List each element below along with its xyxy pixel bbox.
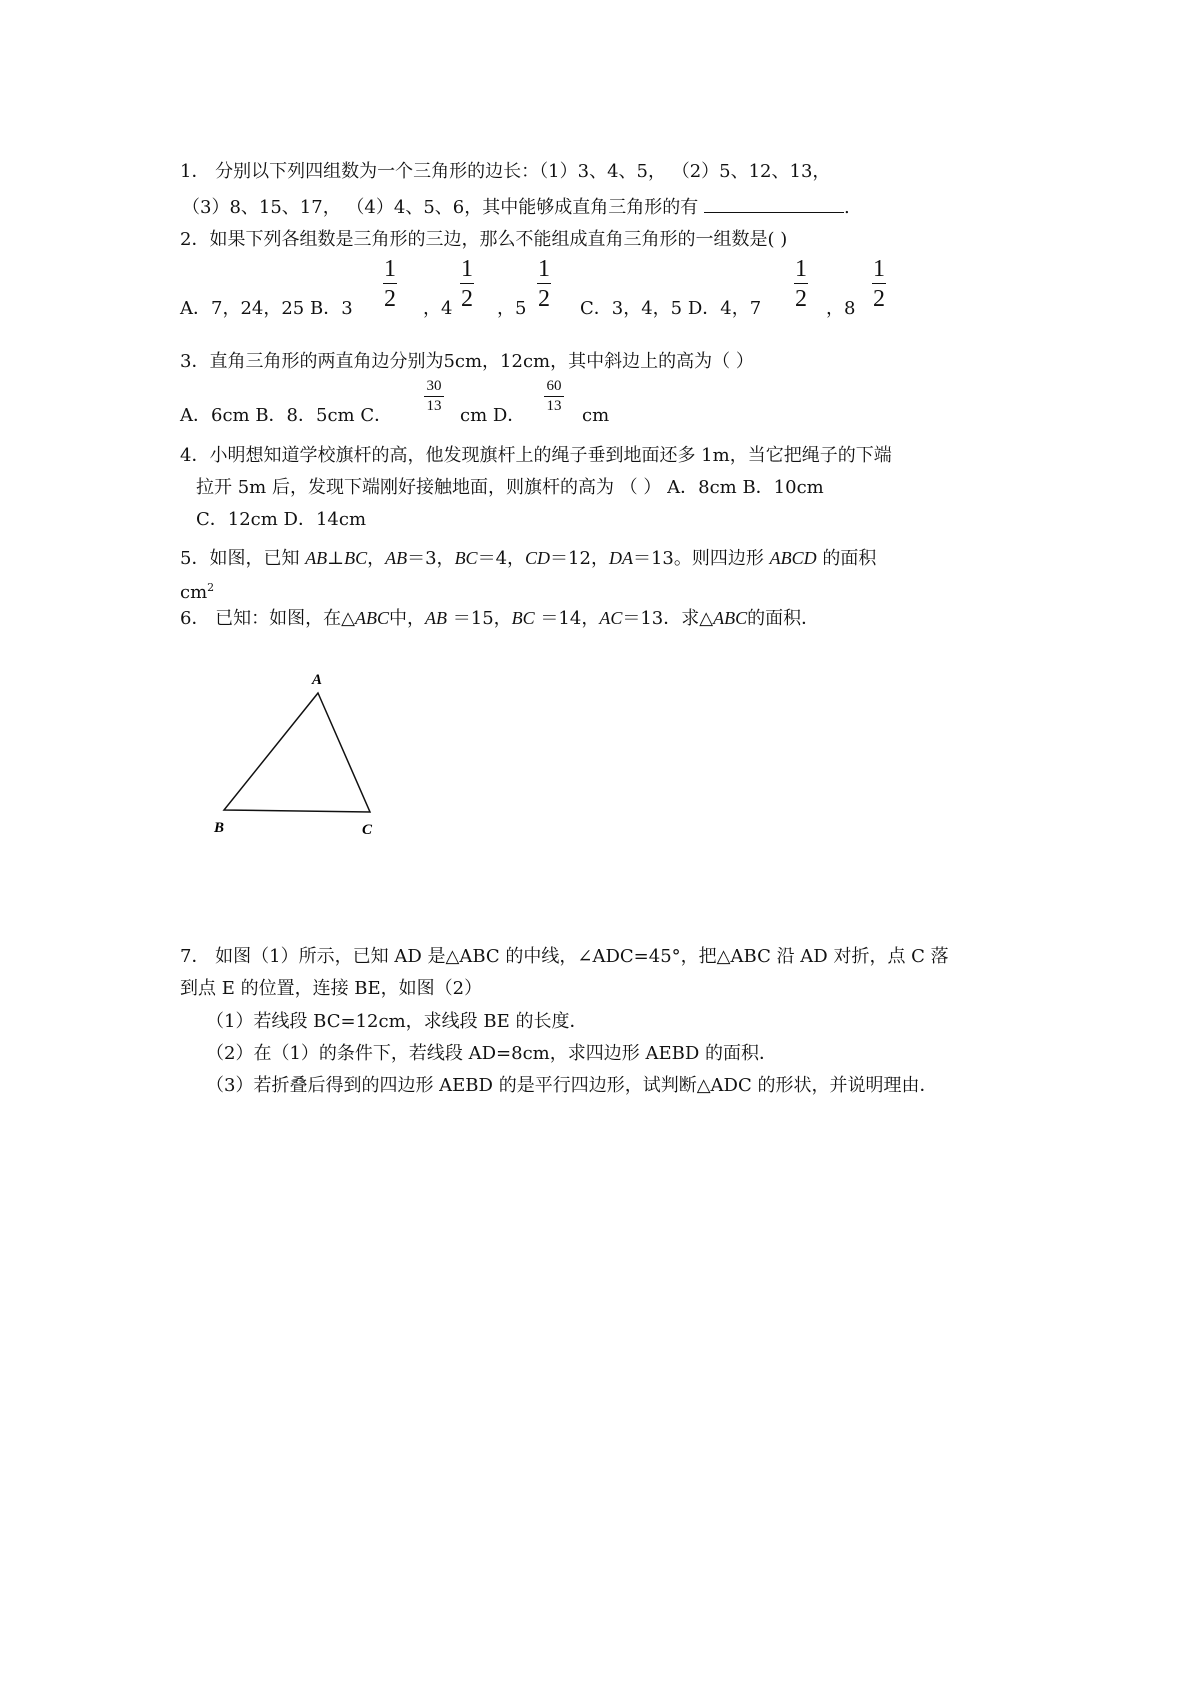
- triangle-abc: [224, 693, 370, 812]
- q5-text: ，: [367, 548, 386, 569]
- q4-line-3: C．12cm D．14cm: [196, 509, 367, 530]
- q4-line-1: 4．小明想知道学校旗杆的高，他发现旗杆上的绳子垂到地面还多 1m，当它把绳子的下端: [180, 445, 892, 466]
- q5-line-1: [180, 546, 876, 571]
- q1-line-2: [182, 194, 850, 220]
- frac-denominator: 2: [873, 286, 885, 312]
- q2-stem: 2．如果下列各组数是三角形的三边，那么不能组成直角三角形的一组数是( ): [180, 229, 788, 250]
- q4-line-2: 拉开 5m 后，发现下端刚好接触地面，则旗杆的高为 （ ） A．8cm B．10cm: [196, 477, 824, 498]
- q2-frac-half-1: [383, 256, 397, 312]
- q6-ab: AB: [425, 608, 448, 628]
- q6-line: [180, 606, 819, 631]
- frac-denominator: 2: [795, 286, 807, 312]
- q2-options-a-b: A．7，24，25 B．3: [180, 298, 353, 319]
- frac-denominator: 13: [426, 398, 442, 414]
- frac-numerator: 1: [384, 256, 396, 282]
- frac-numerator: 1: [795, 256, 807, 282]
- q5-prefix: 5．如图，已知: [180, 548, 306, 569]
- triangle-figure: [200, 660, 400, 850]
- q5-da: DA: [608, 548, 633, 568]
- q6-ac: AC: [599, 608, 623, 628]
- q1-line-1: 1． 分别以下列四组数为一个三角形的边长：（1）3、4、5， （2）5、12、13，: [180, 161, 831, 182]
- q6-text: ＝13．求△: [622, 608, 714, 629]
- q6-text: 6． 已知：如图，在△: [180, 608, 356, 629]
- vertex-label-c: C: [362, 822, 373, 838]
- frac-denominator: 2: [538, 286, 550, 312]
- q7-sub-1: （1）若线段 BC=12cm，求线段 BE 的长度．: [206, 1011, 588, 1032]
- vertex-label-b: B: [214, 820, 225, 836]
- q7-sub-3: （3）若折叠后得到的四边形 AEBD 的是平行四边形，试判断△ADC 的形状，并说明理由．: [206, 1075, 938, 1096]
- q5-text: 的面积: [816, 548, 877, 569]
- frac-denominator: 2: [384, 286, 396, 312]
- q3-option-d: cm D．: [460, 405, 526, 426]
- frac-numerator: 1: [538, 256, 550, 282]
- q3-options-a-c: A．6cm B．8．5cm C．: [180, 405, 393, 426]
- q5-text: ＝3，: [407, 548, 455, 569]
- q5-perp-expression: AB⊥BC: [305, 548, 368, 568]
- q5-unit-sup: 2: [207, 581, 215, 594]
- q5-text: ＝12，: [550, 548, 609, 569]
- vertex-label-a: A: [312, 672, 323, 688]
- q2-frac-half-2: [460, 256, 474, 312]
- q6-text: ＝14，: [534, 608, 600, 629]
- frac-denominator: 13: [546, 398, 562, 414]
- answer-blank[interactable]: [704, 194, 844, 213]
- frac-bar: [872, 283, 886, 284]
- q2-frac-half-4: [794, 256, 808, 312]
- q6-abc: ABC: [355, 608, 390, 628]
- frac-numerator: 1: [461, 256, 473, 282]
- frac-bar: [544, 396, 564, 397]
- q3-frac-60-13: [544, 378, 564, 415]
- frac-bar: [460, 283, 474, 284]
- q3-stem: 3．直角三角形的两直角边分别为5cm，12cm，其中斜边上的高为（ ）: [180, 351, 754, 372]
- q2-frac-half-5: [872, 256, 886, 312]
- q6-text: 中，: [389, 608, 426, 629]
- q2-sep-4: ，4: [423, 298, 453, 319]
- q2-options-c-d: C．3，4，5 D．4，7: [580, 298, 762, 319]
- q5-unit: [180, 576, 214, 605]
- q2-frac-half-3: [537, 256, 551, 312]
- q1-line-2-text: （3）8、15、17， （4）4、5、6，其中能够成直角三角形的有: [182, 197, 704, 218]
- q6-bc: BC: [511, 608, 535, 628]
- frac-bar: [424, 396, 444, 397]
- frac-numerator: 30: [426, 378, 442, 394]
- q2-sep-8: ，8: [826, 298, 856, 319]
- q5-abcd: ABCD: [769, 548, 817, 568]
- q7-line-1: 7． 如图（1）所示，已知 AD 是△ABC 的中线，∠ADC=45°，把△ABC 沿 AD 对折，点 C 落: [180, 946, 949, 967]
- frac-numerator: 60: [546, 378, 562, 394]
- q2-sep-5: ，5: [497, 298, 527, 319]
- frac-bar: [537, 283, 551, 284]
- q7-sub-2: （2）在（1）的条件下，若线段 AD=8cm，求四边形 AEBD 的面积．: [206, 1043, 777, 1064]
- q3-frac-30-13: [424, 378, 444, 415]
- frac-bar: [794, 283, 808, 284]
- q6-abc: ABC: [713, 608, 748, 628]
- q5-text: ＝4，: [477, 548, 526, 569]
- q6-text: 的面积．: [747, 608, 820, 629]
- q5-bc: BC: [454, 548, 478, 568]
- q5-text: ＝13。则四边形: [632, 548, 770, 569]
- frac-bar: [383, 283, 397, 284]
- q7-line-2: 到点 E 的位置，连接 BE，如图（2）: [180, 978, 483, 999]
- frac-numerator: 1: [873, 256, 885, 282]
- q5-unit-cm: cm: [180, 582, 208, 603]
- q5-cd: CD: [525, 548, 551, 568]
- q3-unit-cm: cm: [582, 405, 610, 426]
- frac-denominator: 2: [461, 286, 473, 312]
- q1-line-2-end: .: [843, 197, 850, 218]
- q5-ab: AB: [385, 548, 408, 568]
- q6-text: ＝15，: [447, 608, 512, 629]
